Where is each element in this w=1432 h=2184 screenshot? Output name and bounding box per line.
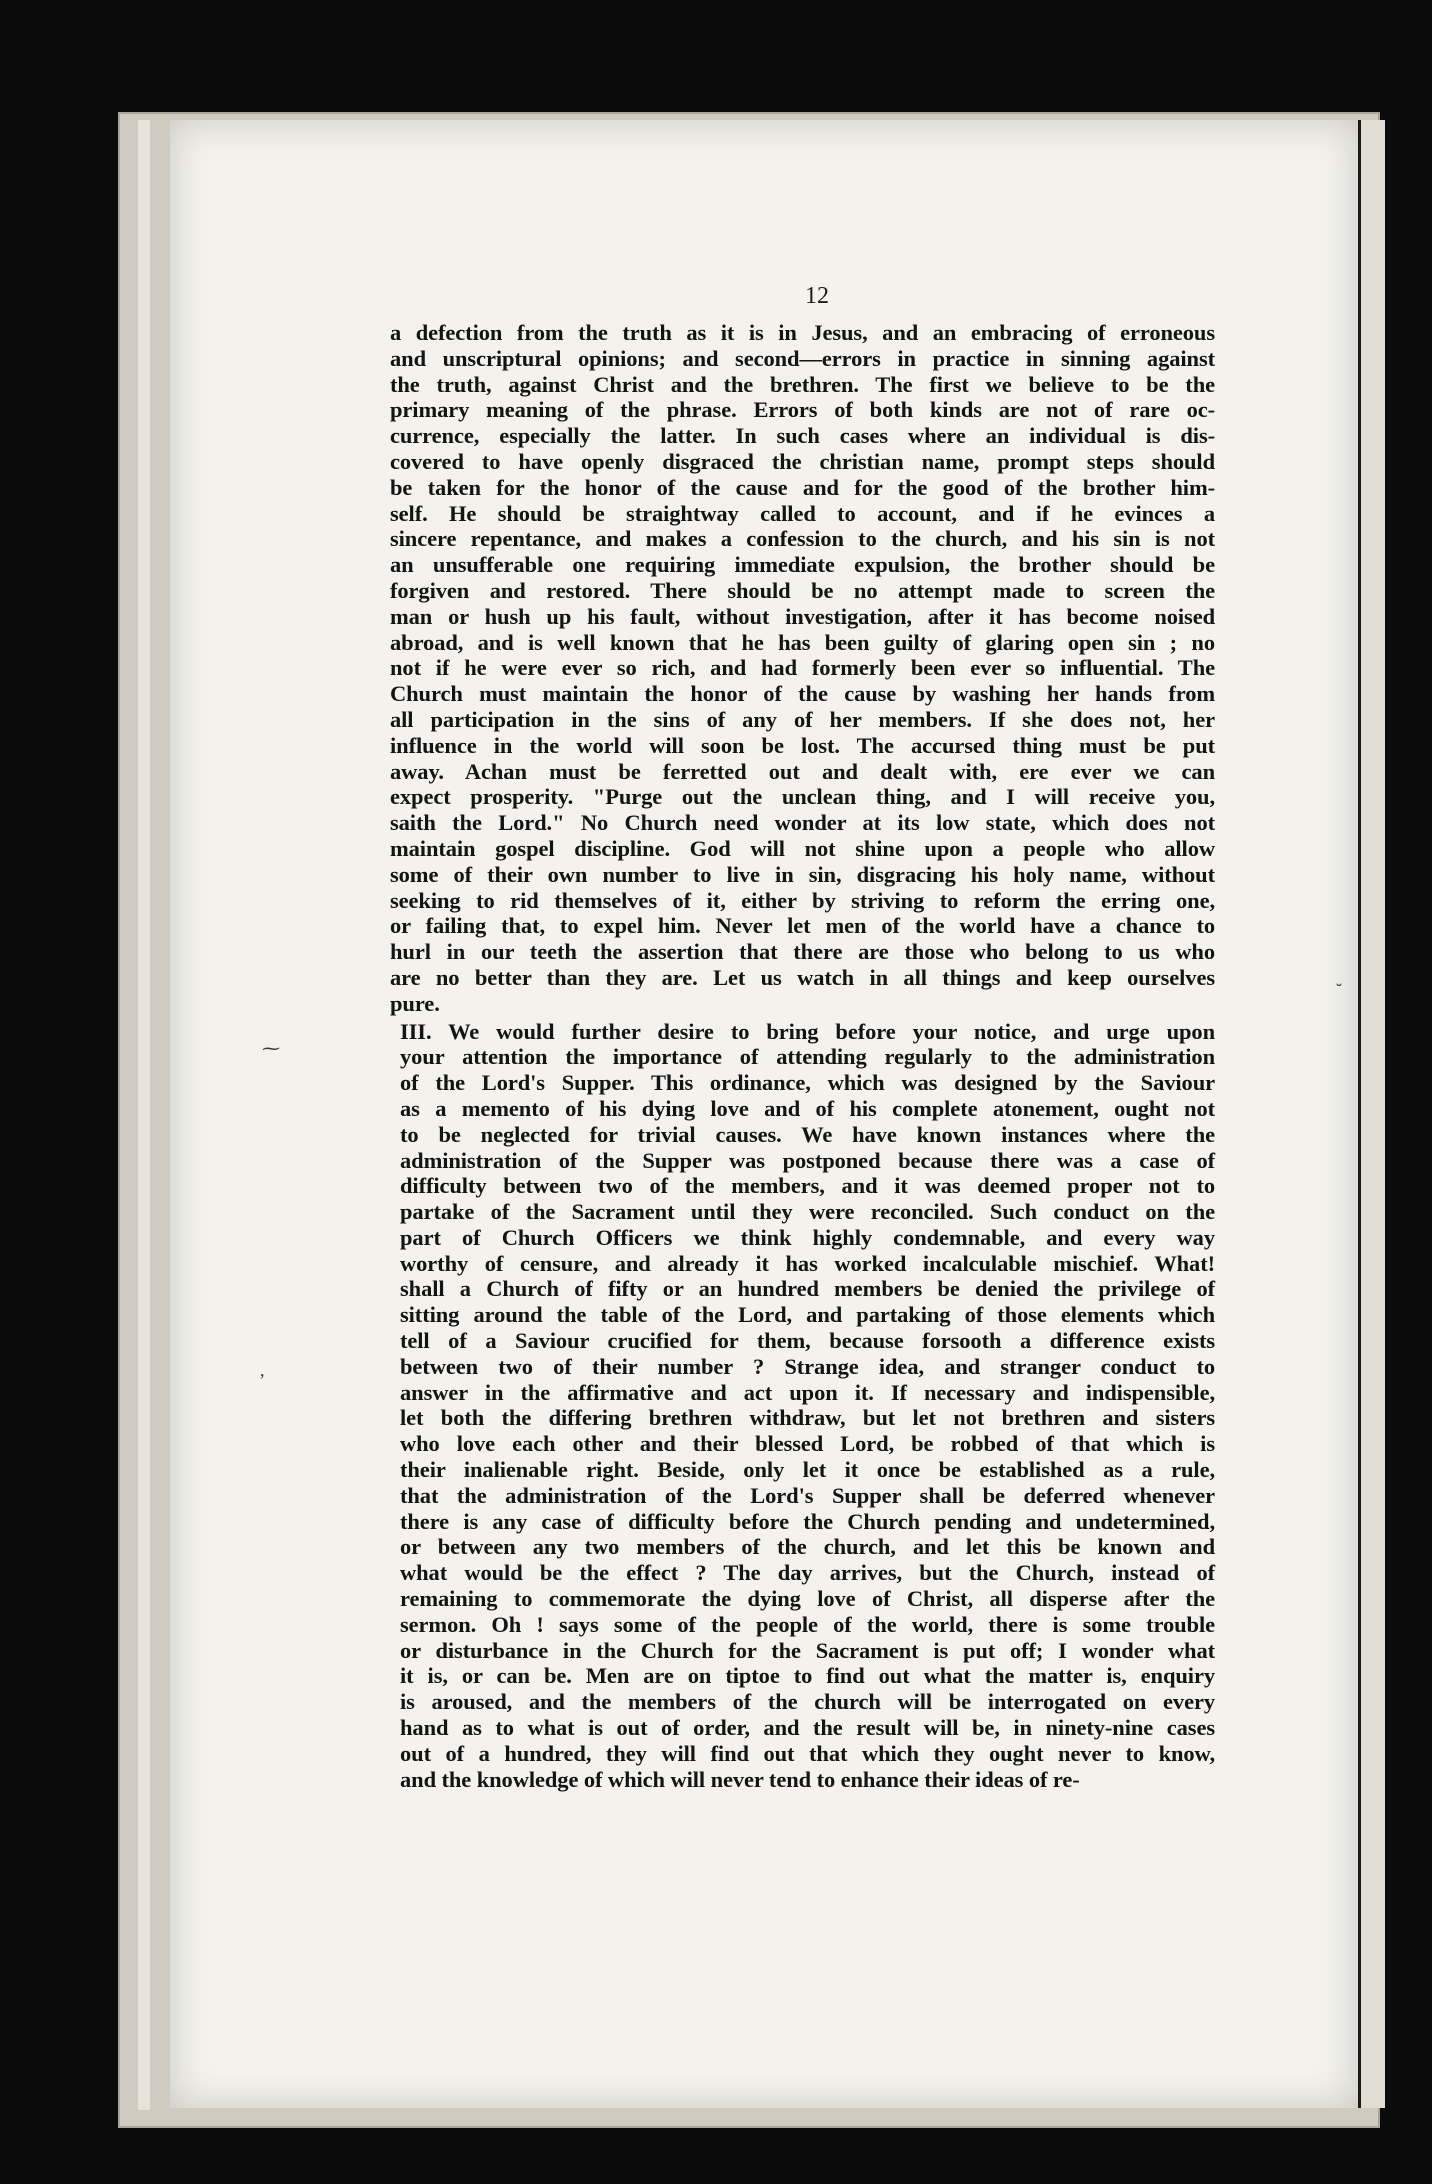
text-line: are no better than they are. Let us watch in all things and keep ourselves <box>390 964 1215 990</box>
text-line: maintain gospel discipline. God will not shine upon a people who allow <box>390 835 1215 861</box>
text-line: out of a hundred, they will find out that which they ought never to know, <box>400 1740 1215 1766</box>
text-line: part of Church Officers we think highly condemnable, and every way <box>400 1224 1215 1250</box>
text-line: answer in the affirmative and act upon it. If necessary and indispensible, <box>400 1379 1215 1405</box>
text-line: hurl in our teeth the assertion that there are those who belong to us who <box>390 939 1215 965</box>
text-line: an unsufferable one requiring immediate expulsion, the brother should be <box>390 552 1215 578</box>
text-line: self. He should be straightway called to account, and if he evinces a <box>390 500 1215 526</box>
text-line: pure. <box>390 990 440 1016</box>
text-line: is aroused, and the members of the church will be interrogated on every <box>400 1689 1215 1715</box>
paragraph-lords-supper <box>390 1019 1215 1793</box>
text-line: man or hush up his fault, without investigation, after it has become noised <box>390 603 1215 629</box>
body-text <box>390 320 1215 1792</box>
text-line: as a memento of his dying love and of his complete atonement, ought not <box>400 1095 1215 1121</box>
text-line: or failing that, to expel him. Never let men of the world have a chance to <box>390 913 1215 939</box>
page-number: 12 <box>805 283 829 309</box>
text-line: let both the differing brethren withdraw, but let not brethren and sisters <box>400 1405 1215 1431</box>
text-line: between two of their number ? Strange idea, and stranger conduct to <box>400 1353 1215 1379</box>
text-line: III. We would further desire to bring before your notice, and urge upon <box>400 1018 1215 1044</box>
text-line: or disturbance in the Church for the Sacrament is put off; I wonder what <box>400 1637 1215 1663</box>
text-line: Church must maintain the honor of the cause by washing her hands from <box>390 681 1215 707</box>
text-line: shall a Church of fifty or an hundred members be denied the privilege of <box>400 1276 1215 1302</box>
text-line: remaining to commemorate the dying love of Christ, all disperse after the <box>400 1586 1215 1612</box>
text-line: sermon. Oh ! says some of the people of the world, there is some trouble <box>400 1611 1215 1637</box>
text-line: of the Lord's Supper. This ordinance, which was designed by the Saviour <box>400 1070 1215 1096</box>
text-line: forgiven and restored. There should be no attempt made to screen the <box>390 577 1215 603</box>
text-line: partake of the Sacrament until they were reconciled. Such conduct on the <box>400 1199 1215 1225</box>
text-line: and unscriptural opinions; and second—errors in practice in sinning against <box>390 345 1215 371</box>
text-line: some of their own number to live in sin, disgracing his holy name, without <box>390 861 1215 887</box>
text-line: saith the Lord." No Church need wonder at its low state, which does not <box>390 810 1215 836</box>
text-line: there is any case of difficulty before the Church pending and undetermined, <box>400 1508 1215 1534</box>
text-line: that the administration of the Lord's Supper shall be deferred whenever <box>400 1482 1215 1508</box>
text-line: all participation in the sins of any of her members. If she does not, her <box>390 706 1215 732</box>
text-line: covered to have openly disgraced the christian name, prompt steps should <box>390 448 1215 474</box>
text-line: it is, or can be. Men are on tiptoe to find out what the matter is, enquiry <box>400 1663 1215 1689</box>
text-line: sincere repentance, and makes a confession to the church, and his sin is not <box>390 526 1215 552</box>
text-line: abroad, and is well known that he has been guilty of glaring open sin ; no <box>390 629 1215 655</box>
text-line: your attention the importance of attending regularly to the administration <box>400 1044 1215 1070</box>
text-line: what would be the effect ? The day arrives, but the Church, instead of <box>400 1560 1215 1586</box>
text-line: worthy of censure, and already it has worked incalculable mischief. What! <box>400 1250 1215 1276</box>
text-line: the truth, against Christ and the brethren. The first we believe to be the <box>390 371 1215 397</box>
text-line: sitting around the table of the Lord, and partaking of those elements which <box>400 1302 1215 1328</box>
ink-speck: , <box>260 1360 265 1380</box>
text-line: tell of a Saviour crucified for them, because forsooth a difference exists <box>400 1328 1215 1354</box>
text-line: to be neglected for trivial causes. We have known instances where the <box>400 1121 1215 1147</box>
text-line: not if he were ever so rich, and had formerly been ever so influential. The <box>390 655 1215 681</box>
text-line: or between any two members of the church, and let this be known and <box>400 1534 1215 1560</box>
text-line: administration of the Supper was postponed because there was a case of <box>400 1147 1215 1173</box>
text-line: expect prosperity. "Purge out the unclean thing, and I will receive you, <box>390 784 1215 810</box>
facing-page-edge <box>1358 120 1385 2108</box>
ink-speck: ˘ <box>1336 980 1342 1000</box>
text-line: away. Achan must be ferretted out and dealt with, ere ever we can <box>390 758 1215 784</box>
page-edge-strip <box>138 120 150 2110</box>
text-line: a defection from the truth as it is in Jesus, and an embracing of erroneous <box>390 320 1215 345</box>
text-line: currence, especially the latter. In such cases where an individual is dis- <box>390 423 1215 449</box>
text-line: seeking to rid themselves of it, either by striving to reform the erring one, <box>390 887 1215 913</box>
text-line: be taken for the honor of the cause and for the good of the brother him- <box>390 474 1215 500</box>
text-line: influence in the world will soon be lost. The accursed thing must be put <box>390 732 1215 758</box>
text-line: hand as to what is out of order, and the result will be, in ninety-nine cases <box>400 1715 1215 1741</box>
text-line: difficulty between two of the members, and it was deemed proper not to <box>400 1173 1215 1199</box>
ink-speck: ⁓ <box>262 1038 280 1058</box>
text-line: primary meaning of the phrase. Errors of both kinds are not of rare oc- <box>390 397 1215 423</box>
text-line: who love each other and their blessed Lord, be robbed of that which is <box>400 1431 1215 1457</box>
text-line: their inalienable right. Beside, only let it once be established as a rule, <box>400 1457 1215 1483</box>
paragraph-discipline <box>390 320 1215 1017</box>
text-line: and the knowledge of which will never tend to enhance their ideas of re- <box>400 1766 1080 1792</box>
